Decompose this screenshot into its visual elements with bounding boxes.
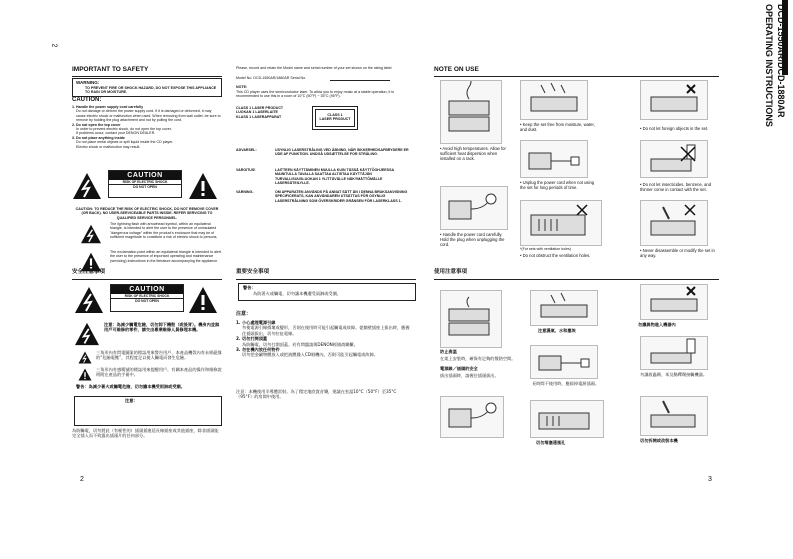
moisture-illustration	[520, 80, 588, 120]
cjk-insecticide-illustration	[640, 336, 708, 370]
lightning-small-icon	[80, 224, 102, 244]
cjk-note-box-text: 為防觸電，切勿將此（有極性的）插頭插進延長線插座或其他插座，除非插頭能完全插入而不致露出插頭片的任何部分。	[72, 428, 219, 439]
note-on-use-heading: NOTE ON USE	[434, 66, 479, 73]
foreign-objects-illustration	[640, 80, 708, 120]
note-item-ventilation-text: Do not obstruct the ventilation holes.	[522, 253, 591, 258]
note-item-disassemble	[640, 248, 720, 258]
cjk-note-box	[74, 396, 222, 426]
cjk-item-ventilation: 切勿堵塞通風孔	[536, 440, 566, 445]
note-item-high-temp	[440, 146, 508, 162]
caution-item-3-text: Do not place metal objects or spill liquid inside the CD player.	[76, 140, 174, 145]
cjk-item-disassemble: 切勿拆開或改裝本機	[640, 438, 678, 443]
page-number-left: 2	[80, 476, 84, 483]
side-title-subtitle: OPERATING INSTRUCTIONS	[764, 4, 774, 127]
laser-warning-1-label: ADVARSEL:	[236, 148, 257, 152]
cjk-item-high-temp: 防止高溫	[440, 349, 457, 354]
exclamation-explanation: The exclamation point within an equilateral triangle is intended to alert the user to the presence of important operating and maintenance (servicing) instructions in the literature accompanying the appliance.	[110, 250, 222, 263]
caution-sign-group	[72, 168, 222, 204]
cjk-lightning-triangle-icon	[74, 286, 104, 314]
laser-class-line-1: CLASS 1 LASER PRODUCT	[236, 106, 284, 110]
cjk-item-power-text: 拔出插頭時，請握住插頭拔出。	[440, 373, 499, 378]
cjk-exclamation-mini-icon	[78, 368, 92, 381]
cjk-warning-label: 警告：	[243, 285, 256, 290]
cjk-item-moisture: 注意濕氣、水和塵埃	[538, 328, 576, 333]
cjk-item-unplug-text: 長時間不使用時，應拔掉電源插頭。	[532, 381, 600, 386]
bullet-icon: •	[640, 126, 642, 131]
page-number-right: 3	[708, 476, 712, 483]
cjk-note-box-title: 注意：	[125, 398, 138, 403]
cjk-caution-item-2-text: 為防觸電，切勿打開頂蓋。若有問題請與DENON經銷商聯繫。	[242, 341, 358, 347]
cjk-caution-item-2-title: 2. 切勿打開頂蓋	[236, 336, 268, 342]
caution-item-1-title: 1. Handle the power supply cord carefully	[72, 105, 144, 109]
bullet-icon: •	[440, 232, 442, 237]
bullet-icon: •	[640, 182, 642, 187]
cjk-caution-label: 注意：	[236, 311, 252, 317]
caution-item-2-title: 2. Do not open the top cover	[72, 122, 121, 127]
cjk-use-heading: 使用注意事項	[434, 269, 468, 275]
unplug-illustration	[520, 140, 588, 178]
note-item-unplug	[520, 180, 600, 190]
cjk-lightning-mini-icon	[78, 351, 92, 364]
high-temperature-illustration	[440, 80, 502, 144]
exclamation-triangle-icon	[188, 172, 218, 200]
power-cord-illustration	[440, 186, 508, 230]
caution-item-2-text-b: If problems occur, contact your DENON DEALER.	[76, 131, 156, 136]
cjk-warning-line: 警告：為減少著火或觸電危險，切勿讓本機受雨淋或受潮。	[76, 384, 185, 389]
caution-item-1-text: Do not damage or deform the power supply cord. If it is damaged or deformed, it may cause electric shock or malfunction when used. When removing from wall outlet, be sure to remove by holding the plug attachment and not by pulling the cord.	[76, 109, 221, 123]
caution-plate	[108, 170, 182, 198]
cjk-item-foreign: 勿讓異物進入機器內	[638, 322, 676, 327]
cjk-caution-item-3-title: 3. 勿在機內放任何物件	[236, 347, 280, 353]
cjk-caution-item-1-title: 1. 小心處理電源引線	[236, 320, 276, 325]
laser-label-sticker	[312, 106, 358, 130]
insecticide-illustration	[640, 140, 708, 178]
caution-item-3-text-b: Electric shock or malfunction may result.	[76, 144, 141, 149]
record-note-text: This CD player uses the semiconductor laser. To allow you to enjoy music at a stable operation, it is recommended to use this in a room of 10°C (50°F) ~ 35°C (95°F).	[236, 90, 394, 99]
lightning-triangle-icon	[72, 172, 102, 200]
note-item-insecticide-text: Do not let insecticides, benzene, and thinner come in contact with the set.	[640, 182, 712, 193]
cjk-exclamation-text: 三角形內有感嘆號的標誌用來提醒用戶，有關本產品的操作和維修說明附在產品的手冊中。	[96, 367, 222, 378]
note-item-disassemble-text: Never disassemble or modify the set in any way.	[640, 248, 715, 259]
cjk-lightning-text: 三角形內有閃電圖案的標誌用來警告用戶，本產品機殼內有未經絕緣的“危險電壓”，其程度足以使人觸電而發生危險。	[96, 350, 222, 361]
cjk-laser-note: 注意：本機使用半導體雷射。為了穩定地欣賞音樂，建議在室溫10°C（50°F）至35°C（95°F）的房間中使用。	[236, 389, 397, 400]
caution-plate-line2: DO NOT OPEN	[133, 185, 157, 189]
note-item-power-cord-text: Handle the power cord carefully. Hold the plug when unplugging the cord.	[440, 232, 505, 248]
cjk-caution-item-1-text: 勿使電源引線損壞或變形，否則在使用時可能引起觸電或故障。從牆壁插座上拔出時，應握住插頭拔出，切勿拉扯電線。	[242, 325, 410, 336]
warning-box	[72, 78, 222, 97]
caution-item-2-text: In order to prevent electric shock, do not open the top cover.	[76, 127, 172, 132]
note-item-moisture	[520, 122, 600, 132]
cjk-caution-sign-group	[72, 282, 222, 318]
cjk-item-insecticide-text: 勿讓殺蟲劑、苯及稀釋劑接觸機器。	[640, 372, 708, 377]
laser-class-line-3: KLASS 1 LASERAPPARAT	[236, 114, 282, 119]
lightning-explanation: The lightning flash with arrowhead symbol, within an equilateral triangle, is intended to alert the user to the presence of uninsulated "dangerous voltage" within the product's enclosure that may be of sufficient magnitude to constitute a risk of electric shock to persons.	[110, 222, 218, 240]
bullet-icon: •	[520, 253, 522, 258]
note-item-unplug-text: Unplug the power cord when not using the set for long periods of time.	[520, 180, 595, 191]
cjk-item-high-temp-text: 在架上安裝時，確保有足夠的散熱空間。	[440, 356, 516, 361]
cjk-caution-plate	[110, 284, 184, 312]
page-number-top-left: 2	[50, 43, 58, 48]
note-item-high-temp-text: Avoid high temperatures. Allow for sufficient heat dispersion when installed on a rack.	[440, 146, 506, 162]
caution-plate-title: CAUTION	[109, 171, 181, 180]
cjk-caution-line: 注意：為減少觸電危險，切勿卸下機殼（或後背）。機身內並無用戶可維修的零件，請交由專業維修人員修理本機。	[104, 322, 220, 333]
caution-plate-line1: RISK OF ELECTRIC SHOCK	[109, 180, 181, 185]
cjk-caution-item-3-text: 切勿把金屬物體放入或把液體濺入CD唱機內，否則可能引起觸電或故障。	[242, 352, 378, 358]
laser-warning-1-text: USYNLIG LASERSTRÅLING VED ÅBNING, NÅR SIKKERHEDSAFBRYDERE ER UDE AF FUNKTION. UNDGÅ UDSÆTTELSE FOR STRÅLING.	[275, 148, 409, 157]
note-item-ventilation	[520, 253, 600, 258]
ventilation-illustration	[520, 200, 602, 246]
laser-sticker-line2: LASER PRODUCT	[319, 117, 351, 122]
bullet-icon: •	[520, 122, 522, 127]
caution-label: CAUTION:	[72, 97, 102, 103]
caution-reduce-text: CAUTION: TO REDUCE THE RISK OF ELECTRIC SHOCK, DO NOT REMOVE COVER (OR BACK). NO USER-SERVICEABLE PARTS INSIDE. REFER SERVICING TO QUALIFIED SERVICE PERSONNEL.	[75, 207, 219, 220]
note-item-insecticide	[640, 182, 720, 192]
laser-warning-2-text: LAITTEEN KÄYTTÄMINEN MUULLA KUIN TÄSSÄ KÄYTTÖOHJEESSA MAINITULLA TAVALLA SAATTAA ALTISTAA KÄYTTÄJÄN TURVALLISUUSLUOKAN 1 YLITTÄVÄLLE NÄKYMÄTTÖMÄLLE LASERSÄTEILYLLE.	[275, 168, 394, 186]
cjk-unplug-illustration	[530, 345, 598, 379]
cjk-ventilation-illustration	[530, 400, 604, 438]
record-model-line: Model No. DCD-1550AR/1880AR Serial No.	[236, 76, 307, 80]
cjk-important-heading: 重要安全事項	[236, 269, 270, 275]
cjk-foreign-objects-illustration	[640, 284, 708, 320]
cjk-item-power: 電源線／插頭的安全	[440, 366, 478, 371]
bullet-icon: •	[640, 248, 642, 253]
cjk-moisture-illustration	[530, 290, 598, 326]
ventilation-note: *(For sets with ventilation holes)	[520, 247, 571, 251]
laser-sticker-line1: CLASS 1	[327, 113, 343, 117]
cjk-caution-plate-line2: DO NOT OPEN	[135, 299, 159, 303]
disassemble-illustration	[640, 200, 708, 246]
note-item-moisture-text: Keep the set free from moisture, water, and dust.	[520, 122, 595, 133]
caution-list	[72, 105, 222, 149]
cjk-caution-plate-title: CAUTION	[111, 285, 183, 294]
record-intro: Please, record and retain the Model name and serial number of your set shown on the rating label.	[236, 66, 393, 70]
cjk-warning-box	[238, 283, 416, 301]
side-title-model: DCD-1550AR/DCD-1880AR	[776, 4, 786, 118]
note-item-foreign-objects	[640, 126, 720, 131]
side-title	[748, 4, 788, 304]
warning-label: WARNING:	[76, 80, 100, 85]
note-item-power-cord	[440, 232, 512, 248]
laser-warning-2-label: VAROITUS!	[236, 168, 256, 172]
bullet-icon: •	[440, 146, 442, 151]
cjk-lightning-small-icon	[74, 322, 100, 346]
caution-item-3-title: 3. Do not place anything inside	[72, 135, 125, 140]
laser-class-list	[236, 106, 316, 119]
laser-class-line-2: LUOKAN 1 LASERLAITE	[236, 110, 278, 115]
cjk-caution-plate-line1: RISK OF ELECTRIC SHOCK	[111, 294, 183, 299]
cjk-exclamation-triangle-icon	[188, 286, 218, 314]
laser-warning-3-label: VARNING-	[236, 190, 254, 194]
cjk-caution-list	[236, 320, 412, 358]
cjk-power-cord-illustration	[440, 396, 504, 438]
laser-warning-3-text: OM APPARATEN ANVÄNDS PÅ ANNAT SÄTT ÄN I DENNA BRUKSANVISNING SPECIFICERATS, KAN ANVÄNDAREN UTSÄTTAS FÖR OSYNLIG LASERSTRÅLNING SOM ÖVERSKRIDER GRÄNSEN FÖR LASERKLASS 1.	[275, 190, 408, 203]
bullet-icon: •	[520, 180, 522, 185]
note-item-foreign-objects-text: Do not let foreign objects in the set.	[642, 126, 709, 131]
cjk-disassemble-illustration	[640, 396, 708, 436]
cjk-safety-heading: 安全注意事項	[72, 269, 106, 275]
safety-heading: IMPORTANT TO SAFETY	[72, 66, 149, 73]
cjk-high-temp-illustration	[440, 290, 502, 348]
record-note-label: NOTE:	[236, 85, 248, 89]
cjk-warning-text: 為防著火或觸電，切勿讓本機遭受雨淋或受潮。	[253, 291, 341, 296]
warning-text: TO PREVENT FIRE OR SHOCK HAZARD, DO NOT EXPOSE THIS APPLIANCE TO RAIN OR MOISTURE.	[85, 86, 217, 95]
